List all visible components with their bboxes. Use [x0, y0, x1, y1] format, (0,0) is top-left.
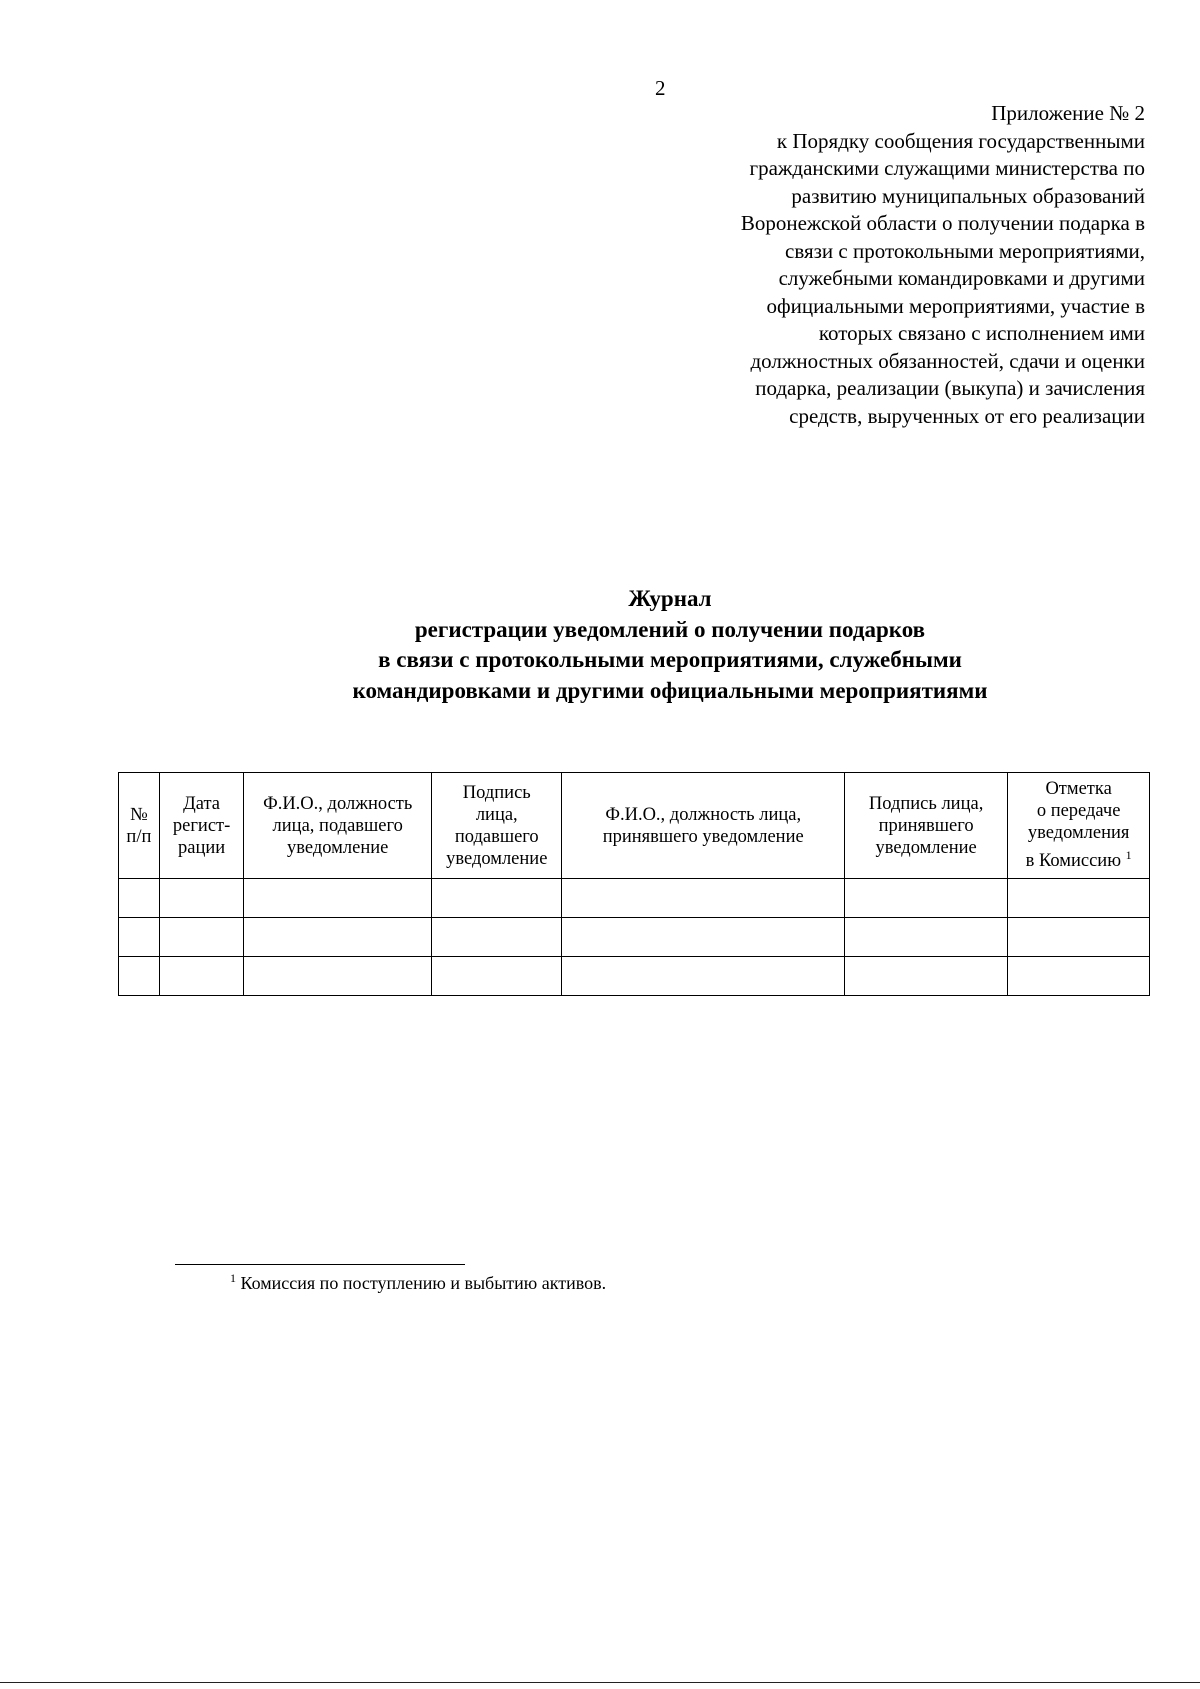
title-line: в связи с протокольными мероприятиями, служебными — [378, 647, 962, 672]
table-cell — [244, 957, 432, 996]
table-cell — [432, 918, 562, 957]
title-line: регистрации уведомлений о получении подарков — [414, 616, 926, 642]
header-cell-number: № п/п — [119, 773, 160, 879]
table-cell — [119, 918, 160, 957]
table-cell — [159, 957, 244, 996]
appendix-line: которых связано с исполнением ими — [818, 321, 1145, 345]
appendix-line: служебными командировками и другими — [778, 266, 1145, 290]
table-cell — [562, 957, 845, 996]
header-cell-registration-date: Дата регист- рации — [159, 773, 244, 879]
title-line: командировками и другими официальными мероприятиями — [352, 677, 988, 703]
table-cell — [159, 879, 244, 918]
header-cell-receiver-name: Ф.И.О., должность лица, принявшего уведомление — [562, 773, 845, 879]
table-row — [119, 879, 1150, 918]
header-cell-receiver-signature: Подпись лица, принявшего уведомление — [844, 773, 1007, 879]
header-cell-commission-mark: Отметка о передаче уведомления в Комиссию $^1$ — [1008, 773, 1150, 879]
table-cell — [844, 879, 1007, 918]
table-cell — [1008, 879, 1150, 918]
table-cell — [119, 879, 160, 918]
table-cell — [1008, 918, 1150, 957]
table-cell — [562, 879, 845, 918]
header-cell-submitter-name: Ф.И.О., должность лица, подавшего уведомление — [244, 773, 432, 879]
appendix-line: гражданскими служащими министерства по — [749, 156, 1145, 180]
header-cell-submitter-signature: Подпись лица, подавшего уведомление — [432, 773, 562, 879]
appendix-line: Приложение № 2 — [991, 101, 1145, 125]
appendix-line: развитию муниципальных образований — [791, 183, 1145, 208]
footnote-separator — [175, 1264, 465, 1265]
registration-journal-table — [118, 772, 1150, 996]
table-cell — [159, 918, 244, 957]
appendix-line: Воронежской области о получении подарка в — [740, 211, 1145, 235]
journal-title — [0, 584, 1200, 706]
table-cell — [844, 918, 1007, 957]
table-header-row — [119, 773, 1150, 879]
footnote-reference: 1 — [1125, 848, 1132, 863]
table-row — [119, 918, 1150, 957]
table-row — [119, 957, 1150, 996]
appendix-line: должностных обязанностей, сдачи и оценки — [750, 348, 1145, 373]
footnote-text: Комиссия по поступлению и выбытию активов. — [240, 1273, 607, 1293]
appendix-reference — [625, 100, 1145, 430]
table-cell — [432, 879, 562, 918]
appendix-line: связи с протокольными мероприятиями, — [785, 238, 1145, 263]
footnote — [230, 1271, 606, 1294]
appendix-line: официальными мероприятиями, участие в — [766, 293, 1145, 318]
table-cell — [562, 918, 845, 957]
table-cell — [844, 957, 1007, 996]
title-line: Журнал — [628, 586, 712, 611]
table-cell — [1008, 957, 1150, 996]
table-cell — [119, 957, 160, 996]
scan-edge-line — [0, 1682, 1200, 1683]
table-cell — [432, 957, 562, 996]
page-number: 2 — [655, 76, 666, 100]
appendix-line: к Порядку сообщения государственными — [776, 128, 1145, 153]
table-cell — [244, 918, 432, 957]
footnote-mark: 1 — [230, 1271, 236, 1285]
appendix-line: средств, вырученных от его реализации — [789, 403, 1145, 428]
appendix-line: подарка, реализации (выкупа) и зачисления — [755, 376, 1145, 400]
table-cell — [244, 879, 432, 918]
